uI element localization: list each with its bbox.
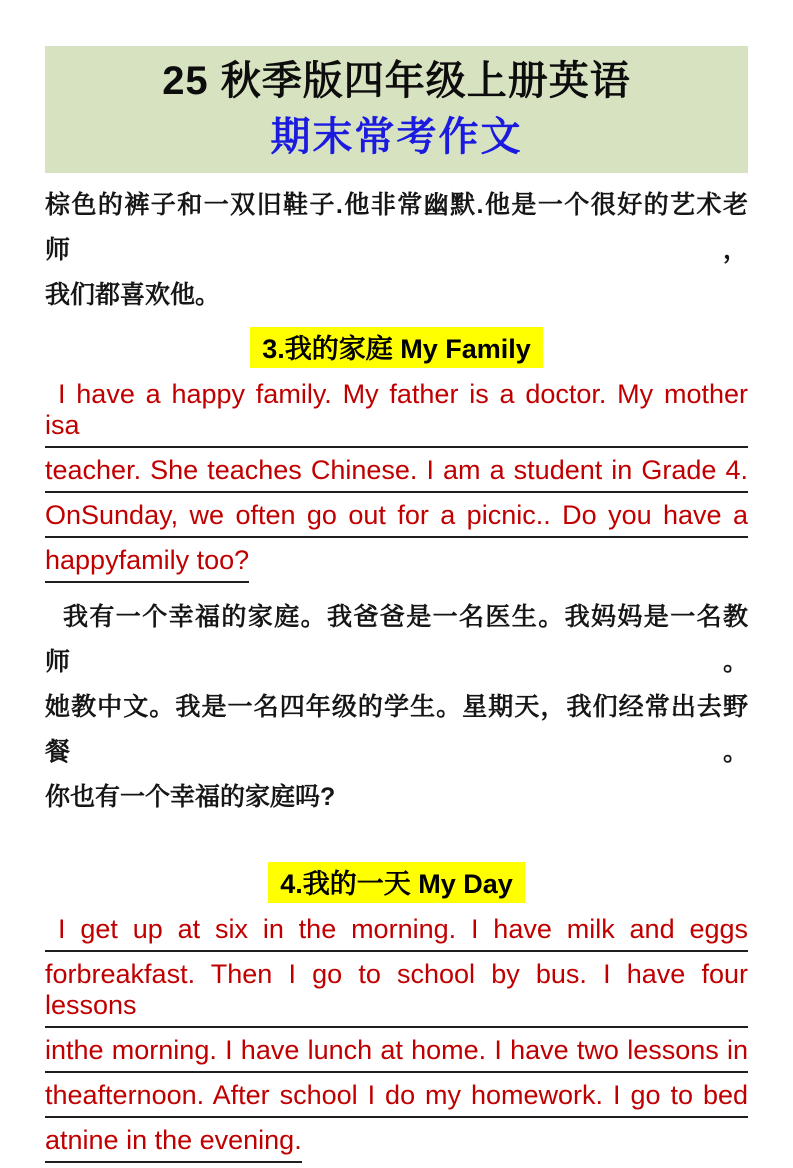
essay-en-line-text: happyfamily too?: [45, 545, 249, 583]
essay-english-my-day: [45, 914, 748, 1168]
essay-heading-my-day: 4.我的一天 My Day: [268, 862, 525, 903]
intro-line: 棕色的裤子和一双旧鞋子.他非常幽默.他是一个很好的艺术老师，: [45, 191, 748, 264]
essay-translation-my-family: [45, 595, 748, 820]
header-banner: [45, 46, 748, 173]
essay-en-line: teacher. She teaches Chinese. I am a student in Grade 4.: [45, 455, 748, 493]
essay-heading-row: [45, 862, 748, 903]
essay-heading-row: [45, 327, 748, 368]
intro-paragraph: [45, 183, 748, 318]
essay-heading-my-family: 3.我的家庭 My Family: [250, 327, 543, 368]
essay-en-line: [45, 1125, 748, 1168]
essay-en-line: I get up at six in the morning. I have milk and eggs: [45, 914, 748, 952]
essay-zh-line: 她教中文。我是一名四年级的学生。星期天，我们经常出去野餐。: [45, 693, 748, 766]
essay-en-line-text: atnine in the evening.: [45, 1125, 302, 1163]
essay-zh-line: 你也有一个幸福的家庭吗?: [45, 783, 336, 811]
essay-english-my-family: [45, 379, 748, 588]
intro-line: 我们都喜欢他。: [45, 281, 221, 309]
page-title: 25 秋季版四年级上册英语: [162, 59, 631, 103]
essay-en-line: OnSunday, we often go out for a picnic.. Do you have a: [45, 500, 748, 538]
essay-en-line: inthe morning. I have lunch at home. I have two lessons in: [45, 1035, 748, 1073]
essay-en-line: forbreakfast. Then I go to school by bus. I have four lessons: [45, 959, 748, 1028]
essay-en-line: I have a happy family. My father is a doctor. My mother isa: [45, 379, 748, 448]
essay-zh-line: 我有一个幸福的家庭。我爸爸是一名医生。我妈妈是一名教师。: [45, 603, 748, 676]
essay-en-line: [45, 545, 748, 588]
page-subtitle: 期末常考作文: [270, 115, 523, 159]
essay-en-line: theafternoon. After school I do my homework. I go to bed: [45, 1080, 748, 1118]
